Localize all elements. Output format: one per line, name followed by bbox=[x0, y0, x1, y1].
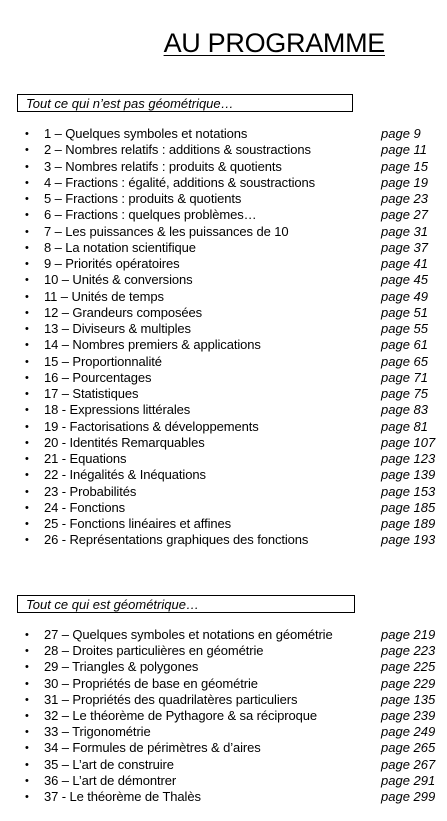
toc-entry-title: 8 – La notation scientifique bbox=[44, 239, 196, 255]
bullet-icon: • bbox=[25, 436, 29, 449]
toc-entry-title: 37 - Le théorème de Thalès bbox=[44, 788, 201, 804]
toc-entry bbox=[0, 484, 447, 500]
bullet-icon: • bbox=[25, 709, 29, 722]
toc-entry-page: page 219 bbox=[381, 627, 436, 642]
toc-entry bbox=[0, 467, 447, 483]
bullet-icon: • bbox=[25, 629, 29, 641]
toc-entry bbox=[0, 773, 447, 789]
toc-entry-page: page 31 bbox=[381, 223, 428, 239]
toc-entry-title: 15 – Proportionnalité bbox=[44, 353, 162, 369]
bullet-icon: • bbox=[25, 193, 29, 205]
toc-entry-page: page 81 bbox=[381, 418, 428, 434]
bullet-icon: • bbox=[25, 726, 29, 739]
toc-entry-page: page 299 bbox=[381, 788, 436, 804]
toc-entry-title: 2 – Nombres relatifs : additions & soustractions bbox=[44, 142, 311, 158]
toc-entry-title: 19 - Factorisations & développements bbox=[44, 418, 259, 434]
toc-entry bbox=[0, 627, 447, 643]
toc-entry bbox=[0, 789, 447, 805]
bullet-icon: • bbox=[25, 469, 29, 482]
toc-entry-title: 14 – Nombres premiers & applications bbox=[44, 337, 261, 353]
toc-entry-title: 3 – Nombres relatifs : produits & quotients bbox=[44, 158, 282, 174]
bullet-icon: • bbox=[25, 176, 29, 189]
toc-entry-page: page 267 bbox=[381, 756, 436, 772]
toc-entry bbox=[0, 224, 447, 240]
toc-entry-title: 9 – Priorités opératoires bbox=[44, 256, 180, 271]
bullet-icon: • bbox=[25, 485, 29, 498]
toc-entry-page: page 229 bbox=[381, 675, 436, 691]
toc-entry bbox=[0, 272, 447, 288]
toc-entry-title: 26 - Représentations graphiques des fonctions bbox=[44, 532, 309, 548]
toc-entry bbox=[0, 532, 447, 548]
toc-entry-page: page 49 bbox=[381, 288, 428, 304]
toc-entry-title: 31 – Propriétés des quadrilatères particuliers bbox=[44, 691, 298, 707]
toc-entry bbox=[0, 402, 447, 418]
toc-entry-title: 21 - Equations bbox=[44, 451, 127, 466]
bullet-icon: • bbox=[25, 128, 29, 140]
toc-entry-title: 33 – Trigonométrie bbox=[44, 724, 151, 740]
bullet-icon: • bbox=[25, 790, 29, 803]
bullet-icon: • bbox=[25, 453, 29, 465]
toc-entry-title: 29 – Triangles & polygones bbox=[44, 659, 199, 675]
toc-entry-title: 16 – Pourcentages bbox=[44, 369, 152, 385]
bullet-icon: • bbox=[25, 645, 29, 658]
toc-entry bbox=[0, 516, 447, 532]
toc-entry bbox=[0, 757, 447, 773]
toc-entry bbox=[0, 142, 447, 158]
toc-entry bbox=[0, 175, 447, 191]
section-heading-non-geometric: Tout ce qui n’est pas géométrique… bbox=[17, 94, 353, 112]
toc-entry-page: page 107 bbox=[381, 434, 436, 450]
toc-entry-page: page 51 bbox=[381, 304, 428, 320]
toc-entry-title: 12 – Grandeurs composées bbox=[44, 304, 203, 320]
toc-entry-title: 30 – Propriétés de base en géométrie bbox=[44, 675, 258, 691]
toc-entry bbox=[0, 676, 447, 692]
toc-entry bbox=[0, 207, 447, 223]
toc-entry-page: page 9 bbox=[381, 126, 421, 141]
section-heading-geometric: Tout ce qui est géométrique… bbox=[17, 595, 355, 613]
toc-entry-page: page 223 bbox=[381, 643, 436, 659]
toc-entry-page: page 27 bbox=[381, 207, 428, 223]
toc-entry-title: 35 – L’art de construire bbox=[44, 756, 174, 772]
toc-entry bbox=[0, 321, 447, 337]
bullet-icon: • bbox=[25, 518, 29, 530]
toc-entry-title: 10 – Unités & conversions bbox=[44, 272, 193, 288]
page-title: AU PROGRAMME bbox=[163, 28, 385, 58]
toc-entry bbox=[0, 643, 447, 659]
toc-entry-page: page 11 bbox=[381, 142, 428, 158]
bullet-icon: • bbox=[25, 501, 29, 514]
toc-entry-page: page 249 bbox=[381, 724, 436, 740]
toc-entry bbox=[0, 370, 447, 386]
bullet-icon: • bbox=[25, 160, 29, 173]
toc-entry bbox=[0, 337, 447, 353]
toc-entry-title: 32 – Le théorème de Pythagore & sa réciproque bbox=[44, 707, 318, 723]
toc-entry-title: 24 - Fonctions bbox=[44, 499, 125, 515]
toc-entry-page: page 153 bbox=[381, 483, 436, 499]
toc-entry-page: page 239 bbox=[381, 707, 436, 723]
bullet-icon: • bbox=[25, 677, 29, 690]
toc-entry bbox=[0, 289, 447, 305]
bullet-icon: • bbox=[25, 371, 29, 384]
toc-entry-page: page 75 bbox=[381, 386, 428, 401]
toc-entry-title: 28 – Droites particulières en géométrie bbox=[44, 643, 264, 659]
toc-entry-page: page 37 bbox=[381, 239, 428, 255]
bullet-icon: • bbox=[25, 388, 29, 400]
toc-entry-title: 6 – Fractions : quelques problèmes… bbox=[44, 207, 257, 223]
toc-entry-page: page 15 bbox=[381, 158, 428, 174]
toc-entry bbox=[0, 740, 447, 756]
bullet-icon: • bbox=[25, 339, 29, 352]
toc-entry bbox=[0, 386, 447, 402]
toc-entry-title: 23 - Probabilités bbox=[44, 483, 137, 499]
toc-entry-title: 4 – Fractions : égalité, additions & soustractions bbox=[44, 174, 316, 190]
toc-entry-page: page 65 bbox=[381, 353, 428, 369]
toc-entry-title: 17 – Statistiques bbox=[44, 386, 139, 401]
toc-entry-page: page 189 bbox=[381, 516, 436, 531]
toc-entry-page: page 193 bbox=[381, 532, 436, 548]
toc-entry bbox=[0, 692, 447, 708]
bullet-icon: • bbox=[25, 258, 29, 270]
toc-entry-page: page 23 bbox=[381, 191, 428, 206]
toc-entry bbox=[0, 435, 447, 451]
toc-entry-title: 27 – Quelques symboles et notations en géométrie bbox=[44, 627, 333, 642]
bullet-icon: • bbox=[25, 241, 29, 254]
toc-entry-page: page 61 bbox=[381, 337, 428, 353]
toc-entry bbox=[0, 126, 447, 142]
toc-entry bbox=[0, 659, 447, 675]
toc-entry-page: page 291 bbox=[381, 772, 436, 788]
bullet-icon: • bbox=[25, 774, 29, 787]
bullet-icon: • bbox=[25, 534, 29, 547]
bullet-icon: • bbox=[25, 144, 29, 157]
toc-entry bbox=[0, 159, 447, 175]
toc-entry bbox=[0, 305, 447, 321]
toc-entry-title: 18 - Expressions littérales bbox=[44, 402, 191, 418]
bullet-icon: • bbox=[25, 274, 29, 287]
bullet-icon: • bbox=[25, 323, 29, 335]
toc-entry-title: 5 – Fractions : produits & quotients bbox=[44, 191, 242, 206]
toc-entry-page: page 55 bbox=[381, 321, 428, 336]
toc-list-geometric bbox=[0, 627, 447, 805]
toc-entry-title: 13 – Diviseurs & multiples bbox=[44, 321, 191, 336]
toc-entry bbox=[0, 500, 447, 516]
bullet-icon: • bbox=[25, 209, 29, 222]
toc-entry-title: 34 – Formules de périmètres & d’aires bbox=[44, 740, 261, 756]
toc-entry-page: page 71 bbox=[381, 369, 428, 385]
toc-entry-page: page 139 bbox=[381, 467, 436, 483]
toc-entry-page: page 83 bbox=[381, 402, 428, 418]
bullet-icon: • bbox=[25, 693, 29, 706]
bullet-icon: • bbox=[25, 420, 29, 433]
toc-entry bbox=[0, 240, 447, 256]
toc-entry-page: page 225 bbox=[381, 659, 436, 675]
toc-entry bbox=[0, 191, 447, 207]
toc-entry-page: page 185 bbox=[381, 499, 436, 515]
toc-entry-page: page 123 bbox=[381, 451, 436, 466]
toc-entry bbox=[0, 708, 447, 724]
toc-entry-title: 7 – Les puissances & les puissances de 10 bbox=[44, 223, 289, 239]
toc-entry-page: page 265 bbox=[381, 740, 436, 756]
toc-entry-page: page 19 bbox=[381, 174, 428, 190]
toc-entry-title: 1 – Quelques symboles et notations bbox=[44, 126, 248, 141]
toc-entry-title: 22 - Inégalités & Inéquations bbox=[44, 467, 206, 483]
toc-entry-title: 36 – L’art de démontrer bbox=[44, 772, 177, 788]
bullet-icon: • bbox=[25, 758, 29, 771]
toc-entry-title: 25 - Fonctions linéaires et affines bbox=[44, 516, 232, 531]
toc-entry-page: page 45 bbox=[381, 272, 428, 288]
bullet-icon: • bbox=[25, 306, 29, 319]
bullet-icon: • bbox=[25, 661, 29, 674]
toc-entry bbox=[0, 451, 447, 467]
toc-entry bbox=[0, 419, 447, 435]
toc-entry bbox=[0, 354, 447, 370]
toc-entry-title: 20 - Identités Remarquables bbox=[44, 434, 205, 450]
bullet-icon: • bbox=[25, 355, 29, 368]
toc-entry bbox=[0, 724, 447, 740]
toc-entry bbox=[0, 256, 447, 272]
bullet-icon: • bbox=[25, 404, 29, 417]
toc-list-non-geometric bbox=[0, 126, 447, 549]
bullet-icon: • bbox=[25, 742, 29, 755]
toc-entry-page: page 135 bbox=[381, 691, 436, 707]
toc-entry-page: page 41 bbox=[381, 256, 428, 271]
toc-entry-title: 11 – Unités de temps bbox=[44, 288, 164, 304]
bullet-icon: • bbox=[25, 290, 29, 303]
bullet-icon: • bbox=[25, 225, 29, 238]
